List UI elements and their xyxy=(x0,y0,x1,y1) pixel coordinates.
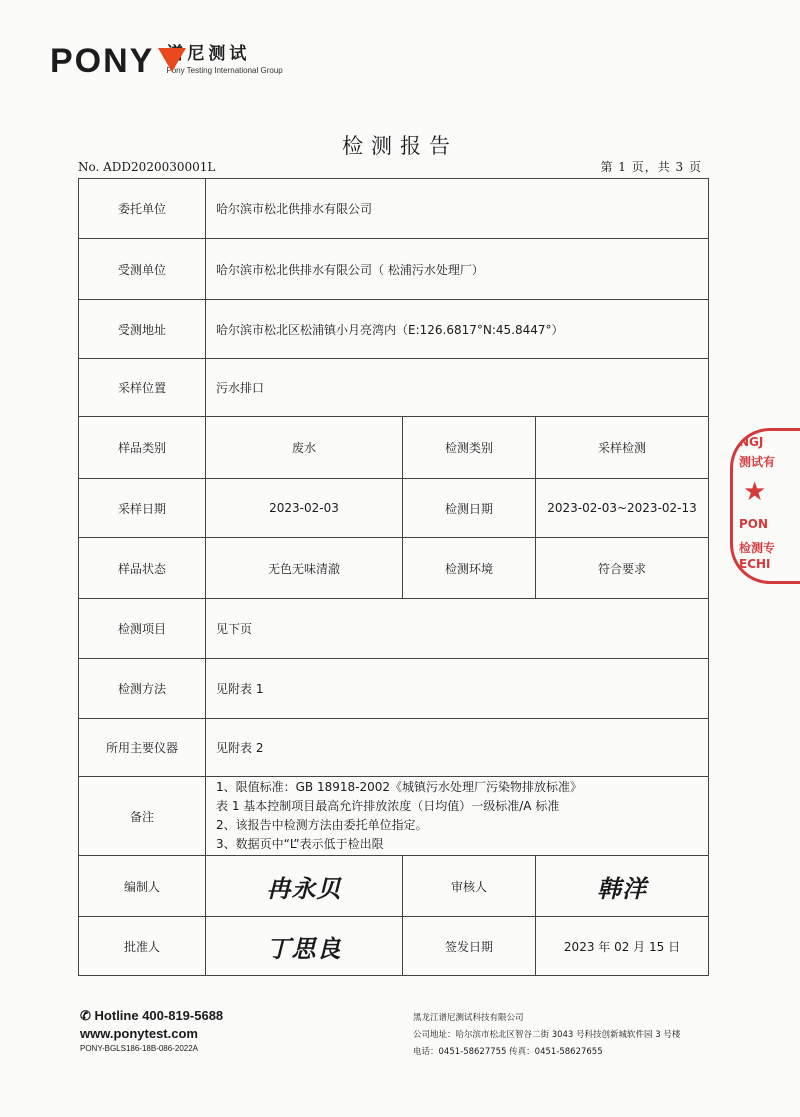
issue-date-label: 签发日期 xyxy=(403,917,536,976)
note-line: 1、限值标准：GB 18918-2002《城镇污水处理厂污染物排放标准》 xyxy=(216,780,583,794)
client-value: 哈尔滨市松北供排水有限公司 xyxy=(206,179,709,239)
table-row xyxy=(79,359,709,417)
test-method-value: 见附表 1 xyxy=(206,659,709,719)
instrument-value: 见附表 2 xyxy=(206,719,709,777)
footer-company-info xyxy=(413,1010,680,1061)
company-logo xyxy=(50,44,283,80)
test-items-value: 见下页 xyxy=(206,599,709,659)
note-line: 3、数据页中“L”表示低于检出限 xyxy=(216,837,384,851)
approver-signature: 丁思良 xyxy=(206,917,403,976)
table-row xyxy=(79,179,709,239)
address-value: 哈尔滨市松北区松浦镇小月亮湾内（E:126.6817°N:45.8447°） xyxy=(206,300,709,359)
notes-label: 备注 xyxy=(79,777,206,856)
hotline-text: ✆ Hotline 400-819-5688 xyxy=(80,1008,224,1023)
website-link[interactable]: www.ponytest.com xyxy=(80,1026,198,1041)
seal-text-line2: 测试有 xyxy=(739,455,776,469)
address-label: 受测地址 xyxy=(79,300,206,359)
tested-unit-value: 哈尔滨市松北供排水有限公司（ 松浦污水处理厂） xyxy=(206,239,709,300)
seal-text-line4: 检测专 xyxy=(739,541,776,555)
logo-chinese-name: 谱尼测试 xyxy=(166,44,251,64)
table-row xyxy=(79,239,709,300)
company-seal xyxy=(730,428,800,584)
document-code: PONY-BGLS186-18B-086-2022A xyxy=(80,1044,198,1053)
sample-state-label: 样品状态 xyxy=(79,538,206,599)
logo-english-name: Pony Testing International Group xyxy=(166,66,283,75)
company-phone: 电话：0451-58627755 传真：0451-58627655 xyxy=(413,1047,603,1057)
test-method-label: 检测方法 xyxy=(79,659,206,719)
tested-unit-label: 受测单位 xyxy=(79,239,206,300)
phone-icon: ✆ xyxy=(80,1008,91,1023)
table-row xyxy=(79,538,709,599)
notes-content xyxy=(206,777,709,856)
seal-text-mid: PON xyxy=(739,517,769,531)
environment-value: 符合要求 xyxy=(536,538,709,599)
sampling-location-value: 污水排口 xyxy=(206,359,709,417)
sample-type-value: 废水 xyxy=(206,417,403,479)
client-label: 委托单位 xyxy=(79,179,206,239)
reviewer-signature: 韩洋 xyxy=(536,856,709,917)
report-number: No. ADD2020030001L xyxy=(78,160,216,174)
report-title: 检测报告 xyxy=(342,134,458,158)
sampling-date-label: 采样日期 xyxy=(79,479,206,538)
sampling-location-label: 采样位置 xyxy=(79,359,206,417)
test-type-value: 采样检测 xyxy=(536,417,709,479)
test-items-label: 检测项目 xyxy=(79,599,206,659)
note-line: 2、该报告中检测方法由委托单位指定。 xyxy=(216,818,428,832)
test-type-label: 检测类别 xyxy=(403,417,536,479)
table-row xyxy=(79,719,709,777)
sampling-date-value: 2023-02-03 xyxy=(206,479,403,538)
table-row xyxy=(79,777,709,856)
table-row xyxy=(79,917,709,976)
table-row xyxy=(79,479,709,538)
seal-text-top: NGJ xyxy=(739,435,764,449)
seal-star-icon: ★ xyxy=(743,477,767,507)
company-name: 黑龙江谱尼测试科技有限公司 xyxy=(413,1013,524,1023)
report-info-table xyxy=(78,178,709,976)
table-row xyxy=(79,417,709,479)
test-date-value: 2023-02-03~2023-02-13 xyxy=(536,479,709,538)
table-row xyxy=(79,856,709,917)
seal-text-bottom: ECHI xyxy=(739,557,771,571)
logo-triangle-icon xyxy=(158,48,186,72)
reviewer-label: 审核人 xyxy=(403,856,536,917)
issue-date-value: 2023 年 02 月 15 日 xyxy=(536,917,709,976)
sample-type-label: 样品类别 xyxy=(79,417,206,479)
sample-state-value: 无色无味清澈 xyxy=(206,538,403,599)
test-date-label: 检测日期 xyxy=(403,479,536,538)
instrument-label: 所用主要仪器 xyxy=(79,719,206,777)
table-row xyxy=(79,300,709,359)
table-row xyxy=(79,659,709,719)
page-info: 第 1 页，共 3 页 xyxy=(600,160,702,174)
table-row xyxy=(79,599,709,659)
prepared-by-label: 编制人 xyxy=(79,856,206,917)
logo-wordmark: PONY xyxy=(50,42,155,80)
company-address: 公司地址：哈尔滨市松北区智谷二街 3043 号科技创新城软件园 3 号楼 xyxy=(413,1030,681,1040)
environment-label: 检测环境 xyxy=(403,538,536,599)
approver-label: 批准人 xyxy=(79,917,206,976)
prepared-by-signature: 冉永贝 xyxy=(206,856,403,917)
note-line: 表 1 基本控制项目最高允许排放浓度（日均值）一级标准/A 标准 xyxy=(216,799,560,813)
footer-contact xyxy=(80,1008,223,1053)
